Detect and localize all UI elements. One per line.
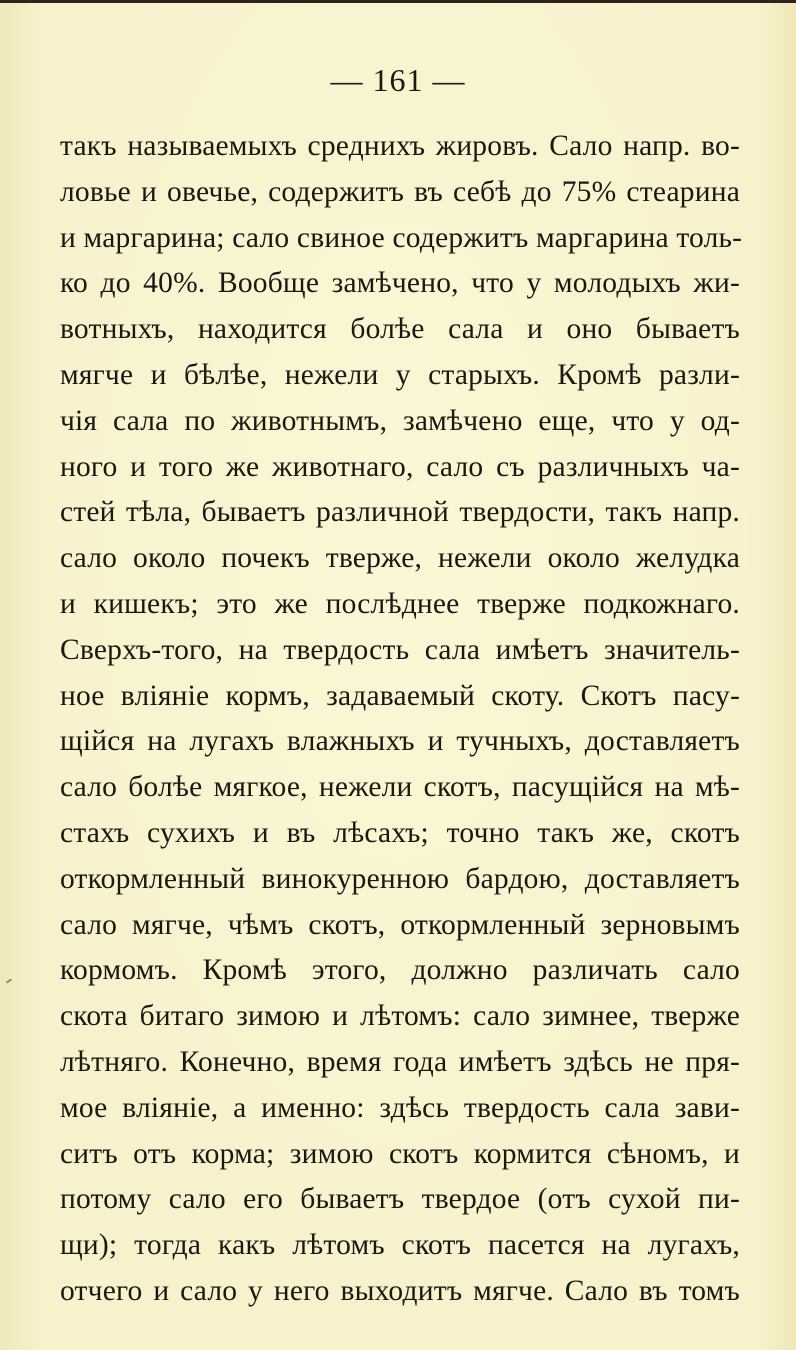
text-line: щійся на лугахъ влажныхъ и тучныхъ, доставляетъ	[60, 725, 740, 758]
text-line: ного и того же животнаго, сало съ различныхъ ча-	[60, 450, 740, 483]
text-line: Сверхъ-того, на твердость сала имѣетъ значитель-	[60, 633, 740, 666]
text-line: такъ называемыхъ среднихъ жировъ. Сало напр. во-	[60, 130, 740, 162]
text-line: ко до 40%. Вообще замѣчено, что у молодыхъ жи-	[60, 267, 740, 300]
text-line: сало около почекъ тверже, нежели около желудка	[60, 542, 740, 575]
top-border-rule	[0, 0, 796, 3]
page-number: — 161 —	[330, 62, 466, 98]
text-line: вотныхъ, находится болѣе сала и оно бываетъ	[60, 313, 740, 346]
text-line: и маргарина; сало свиное содержитъ маргарина толь-	[60, 221, 743, 254]
text-line: сало болѣе мягкое, нежели скотъ, пасущійся на мѣ-	[60, 771, 740, 804]
text-line: и кишекъ; это же послѣднее тверже подкожнаго.	[60, 587, 740, 620]
text-line: ситъ отъ корма; зимою скотъ кормится сѣномъ, и	[60, 1137, 740, 1170]
text-line: мягче и бѣлѣе, нежели у старыхъ. Кромѣ разли-	[60, 358, 740, 391]
text-line: стей тѣла, бываетъ различной твердости, такъ напр.	[60, 496, 740, 529]
text-line: чія сала по животнымъ, замѣчено еще, что у од-	[60, 404, 740, 437]
text-line: лѣтняго. Конечно, время года имѣетъ здѣсь не пря-	[60, 1045, 740, 1078]
text-line: сало мягче, чѣмъ скотъ, откормленный зерновымъ	[60, 908, 740, 941]
margin-pencil-mark	[6, 978, 12, 983]
text-line: ловье и овечье, содержитъ въ себѣ до 75% стеарина	[60, 175, 740, 208]
text-line: откормленный винокуренною бардою, доставляетъ	[60, 862, 740, 895]
text-line: щи); тогда какъ лѣтомъ скотъ пасется на лугахъ,	[60, 1229, 740, 1262]
text-line: мое вліяніе, а именно: здѣсь твердость сала зави-	[60, 1091, 740, 1124]
text-line: кормомъ. Кромѣ этого, должно различать сало	[60, 954, 740, 987]
body-text	[60, 124, 743, 1315]
text-line: стахъ сухихъ и въ лѣсахъ; точно такъ же, скотъ	[60, 816, 740, 849]
text-line: потому сало его бываетъ твердое (отъ сухой пи-	[60, 1183, 740, 1216]
text-line: скота битаго зимою и лѣтомъ: сало зимнее, тверже	[60, 1000, 740, 1033]
text-line: отчего и сало у него выходитъ мягче. Сало въ томъ	[60, 1274, 740, 1307]
text-line: ное вліяніе кормъ, задаваемый скоту. Скотъ пасу-	[60, 679, 740, 712]
